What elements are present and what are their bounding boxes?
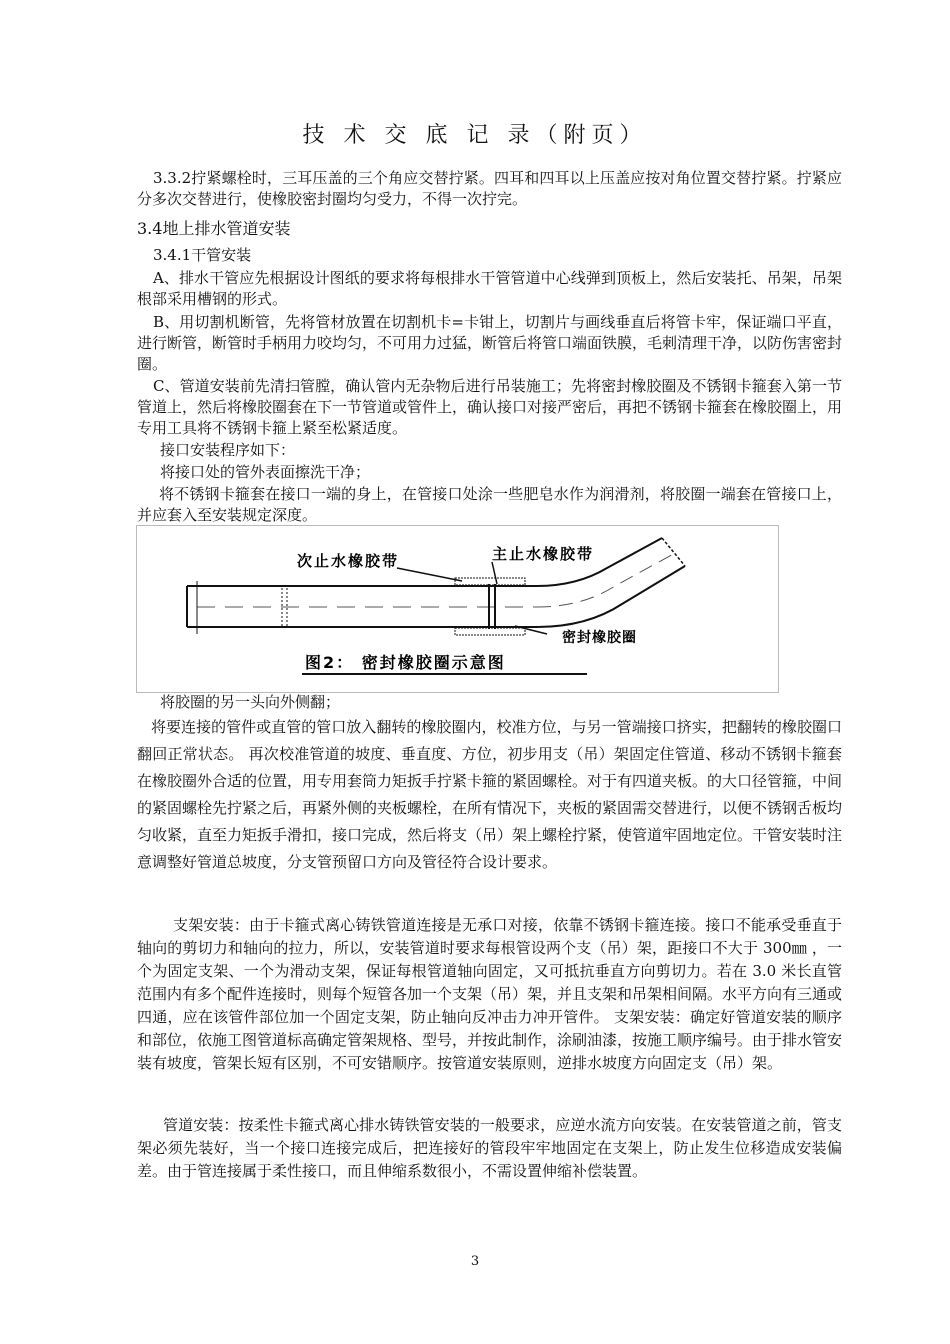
- paragraph-sequence: 接口安装程序如下：: [160, 441, 296, 459]
- label-main-seal: 主止水橡胶带: [492, 545, 595, 563]
- leader-line-secondary: [397, 568, 462, 581]
- label-seal-ring: 密封橡胶圈: [562, 630, 637, 646]
- label-secondary-seal: 次止水橡胶带: [297, 552, 400, 570]
- paragraph-sleeve: 将不锈钢卡箍套在接口一端的身上，在管接口处涂一些肥皂水作为润滑剂，将胶圈一端套在管接口上，并应套入至安装规定深度。: [137, 485, 842, 524]
- paragraph-a: A、排水干管应先根据设计图纸的要求将每根排水干管管道中心线弹到顶板上，然后安装托、吊架，吊架根部采用槽钢的形式。: [137, 269, 842, 308]
- subsection-heading-3-4-1: 3.4.1干管安装: [153, 246, 252, 264]
- paragraph-pipe-install: 管道安装：按柔性卡箍式离心排水铸铁管安装的一般要求，应逆水流方向安装。在安装管道之前，管支架必须先装好，当一个接口连接完成后，把连接好的管段牢牢地固定在支架上，防止发生位移造成安装偏差。由于管连接属于柔性接口，而且伸缩系数很小，不需设置伸缩补偿装置。: [137, 1116, 842, 1180]
- section-heading-3-4: 3.4地上排水管道安装: [137, 219, 291, 238]
- paragraph-3-3-2: 3.3.2拧紧螺栓时，三耳压盖的三个角应交替拧紧。四耳和四耳以上压盖应按对角位置交替拧紧。拧紧应分多次交替进行，使橡胶密封圈均匀受力，不得一次拧完。: [137, 169, 842, 208]
- paragraph-c: C、管道安装前先清扫管膛，确认管内无杂物后进行吊装施工；先将密封橡胶圈及不锈钢卡箍套入第一节管道上，然后将橡胶圈套在下一节管道或管件上，确认接口对接严密后，再把不锈钢卡箍套在橡胶圈上，用专用工具将不锈钢卡箍上紧至松紧适度。: [137, 377, 843, 437]
- page-number: 3: [470, 1254, 480, 1269]
- paragraph-b: B、用切割机断管，先将管材放置在切割机卡=卡钳上，切割片与画线垂直后将管卡牢，保证端口平直，进行断管，断管时手柄用力咬均匀，不可用力过猛，断管后将管口端面铁膜，毛刺清理干净，以防伤害密封圈。: [137, 313, 843, 373]
- seal-band-bottom: [455, 628, 525, 635]
- paragraph-support: 支架安装：由于卡箍式离心铸铁管道连接是无承口对接，依靠不锈钢卡箍连接。接口不能承受垂直于轴向的剪切力和轴向的拉力，所以，安装管道时要求每根管设两个支（吊）架，距接口不大于 300㎜ ，一个为固定支架、一个为滑动支架，保证每根管道轴向固定，又可抵抗垂直方向剪切力。若在 3.0 米长直管范围内有多个配件连接时，则每个短管各加一个支架（吊）架，并且支架和吊架相间隔。水平方向有三通或四通，应在该管件部位加一个固定支架，防止轴向反冲击力冲开管件。 支架安装：确定好管道安装的顺序和部位，依施工图管道标高确定管架规格、型号，并按此制作，涂刷油漆，按施工顺序编号。由于排水管安装有坡度，管架长短有区别，不可安错顺序。按管道安装原则，逆排水坡度方向固定支（吊）架。: [137, 916, 843, 1072]
- leader-line-main: [492, 562, 497, 584]
- figure-caption: 图2： 密封橡胶圈示意图: [305, 653, 506, 672]
- bend-end: [662, 538, 685, 566]
- paragraph-wash: 将接口处的管外表面擦洗干净；: [160, 463, 371, 481]
- seal-ring-svg: [137, 526, 778, 692]
- paragraph-flip: 将胶圈的另一头向外侧翻；: [160, 693, 341, 711]
- paragraph-connect: 将要连接的管件或直管的管口放入翻转的橡胶圈内，校准方位，与另一管端接口挤实，把翻转的橡胶圈口翻回正常状态。 再次校准管道的坡度、垂直度、方位，初步用支（吊）架固定住管道、移动不锈钢卡箍套在橡胶圈外合适的位置，用专用套筒力矩扳手拧紧卡箍的紧固螺栓。对于有四道夹板。的大口径管箍，中间的紧固螺栓先拧紧之后，再紧外侧的夹板螺栓，在所有情况下，夹板的紧固需交替进行，以便不锈钢舌板均匀收紧，直至力矩扳手滑扣，接口完成，然后将支（吊）架上螺栓拧紧，使管道牢固地定位。干管安装时注意调整好管道总坡度，分支管预留口方向及管径符合设计要求。: [137, 718, 843, 871]
- bend-bottom-edge: [537, 566, 685, 627]
- page-title: 技 术 交 底 记 录（附页）: [302, 123, 648, 148]
- seal-band-top: [455, 578, 525, 585]
- seal-ring-diagram: [136, 525, 779, 693]
